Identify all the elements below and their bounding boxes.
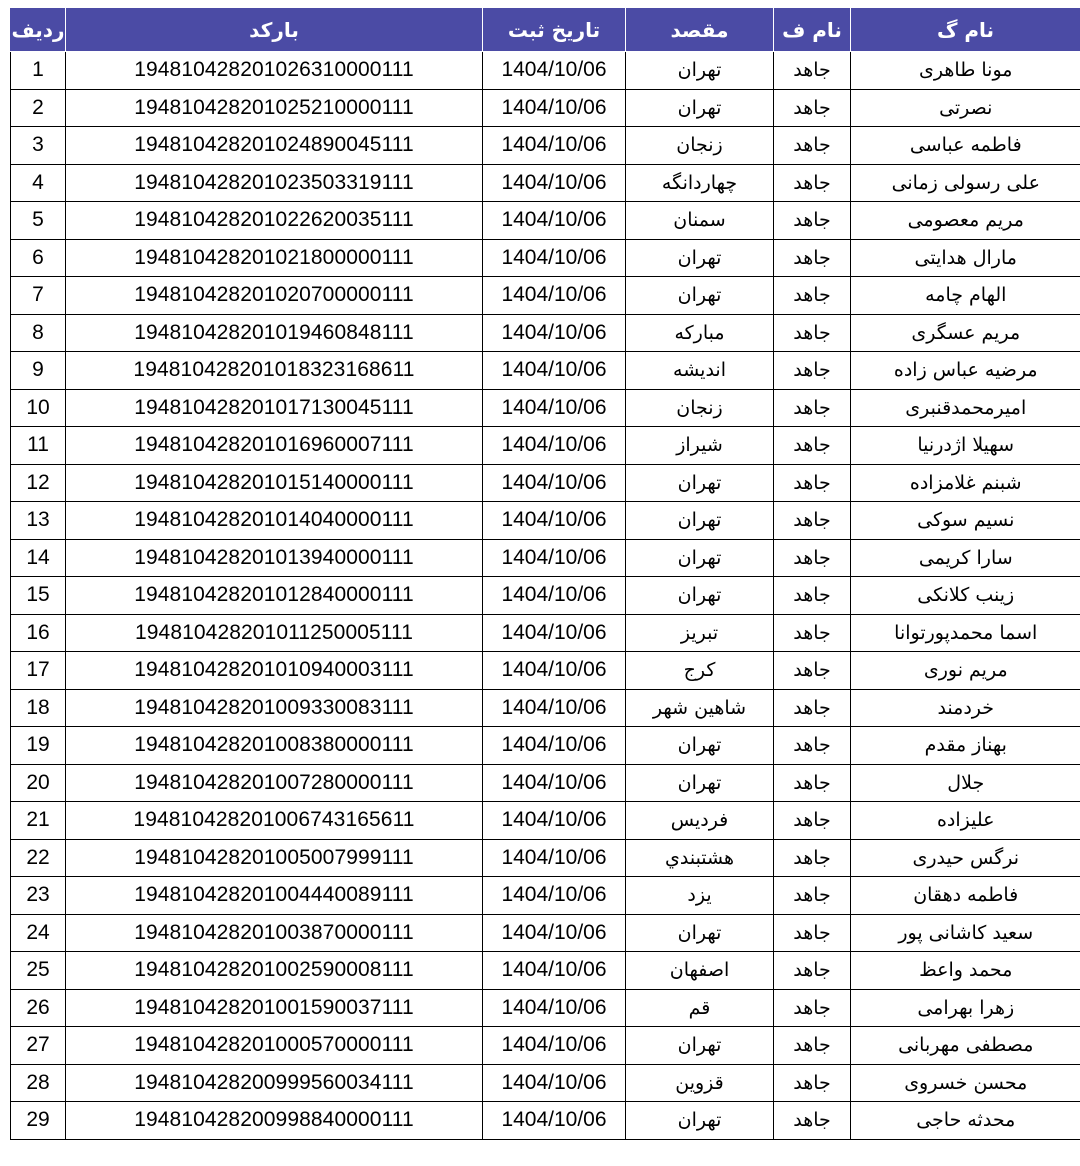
cell-destination[interactable]: قزوین (626, 1064, 774, 1102)
table-row (11, 389, 1080, 427)
cell-index[interactable]: 11 (11, 427, 66, 465)
cell-date[interactable]: 1404/10/06 (483, 314, 626, 352)
table-row (11, 464, 1080, 502)
cell-family[interactable]: جاهد (774, 839, 851, 877)
cell-name[interactable]: علیزاده (851, 802, 1080, 840)
cell-name[interactable]: مریم نوری (851, 652, 1080, 690)
cell-destination[interactable]: یزد (626, 877, 774, 915)
cell-index[interactable]: 13 (11, 502, 66, 540)
cell-index[interactable]: 3 (11, 127, 66, 165)
cell-name[interactable]: امیرمحمدقنبری (851, 389, 1080, 427)
cell-family[interactable]: جاهد (774, 652, 851, 690)
cell-date[interactable]: 1404/10/06 (483, 352, 626, 390)
cell-barcode[interactable]: 194810428201006743165611 (66, 802, 483, 840)
cell-family[interactable]: جاهد (774, 389, 851, 427)
cell-family[interactable]: جاهد (774, 502, 851, 540)
cell-barcode[interactable]: 194810428201024890045111 (66, 127, 483, 165)
table-row (11, 239, 1080, 277)
cell-destination[interactable]: تهران (626, 89, 774, 127)
cell-barcode[interactable]: 194810428201007280000111 (66, 764, 483, 802)
table-row (11, 1064, 1080, 1102)
cell-family[interactable]: جاهد (774, 239, 851, 277)
cell-destination[interactable]: تهران (626, 277, 774, 315)
cell-date[interactable]: 1404/10/06 (483, 127, 626, 165)
cell-family[interactable]: جاهد (774, 352, 851, 390)
cell-family[interactable]: جاهد (774, 127, 851, 165)
table-row (11, 539, 1080, 577)
cell-barcode[interactable]: 194810428201013940000111 (66, 539, 483, 577)
header-row (11, 9, 1080, 52)
cell-family[interactable]: جاهد (774, 614, 851, 652)
cell-index[interactable]: 1 (11, 52, 66, 90)
cell-barcode[interactable]: 194810428201011250005111 (66, 614, 483, 652)
cell-destination[interactable]: مبارکه (626, 314, 774, 352)
cell-date[interactable]: 1404/10/06 (483, 539, 626, 577)
cell-destination[interactable]: اندیشه (626, 352, 774, 390)
cell-index[interactable]: 14 (11, 539, 66, 577)
cell-family[interactable]: جاهد (774, 1102, 851, 1140)
table-row (11, 577, 1080, 615)
cell-destination[interactable]: فردیس (626, 802, 774, 840)
cell-destination[interactable]: تهران (626, 1102, 774, 1140)
cell-family[interactable]: جاهد (774, 202, 851, 240)
header-name[interactable]: نام گ (851, 9, 1080, 52)
cell-index[interactable]: 27 (11, 1027, 66, 1065)
cell-index[interactable]: 10 (11, 389, 66, 427)
cell-index[interactable]: 26 (11, 989, 66, 1027)
cell-index[interactable]: 6 (11, 239, 66, 277)
cell-date[interactable]: 1404/10/06 (483, 989, 626, 1027)
header-destination[interactable]: مقصد (626, 9, 774, 52)
cell-family[interactable]: جاهد (774, 277, 851, 315)
cell-date[interactable]: 1404/10/06 (483, 652, 626, 690)
table-row (11, 914, 1080, 952)
cell-destination[interactable]: تهران (626, 52, 774, 90)
cell-index[interactable]: 7 (11, 277, 66, 315)
cell-family[interactable]: جاهد (774, 877, 851, 915)
cell-destination[interactable]: تهران (626, 539, 774, 577)
table-row (11, 652, 1080, 690)
header-index[interactable]: ردیف (11, 9, 66, 52)
table-row (11, 1102, 1080, 1140)
table-row (11, 127, 1080, 165)
cell-index[interactable]: 18 (11, 689, 66, 727)
cell-index[interactable]: 23 (11, 877, 66, 915)
cell-name[interactable]: مونا طاهری (851, 52, 1080, 90)
cell-destination[interactable]: تهران (626, 502, 774, 540)
cell-barcode[interactable]: 194810428201017130045111 (66, 389, 483, 427)
cell-destination[interactable]: تهران (626, 464, 774, 502)
cell-name[interactable]: شبنم غلامزاده (851, 464, 1080, 502)
cell-index[interactable]: 25 (11, 952, 66, 990)
cell-index[interactable]: 16 (11, 614, 66, 652)
cell-name[interactable]: نسیم سوکی (851, 502, 1080, 540)
cell-date[interactable]: 1404/10/06 (483, 764, 626, 802)
cell-index[interactable]: 15 (11, 577, 66, 615)
cell-barcode[interactable]: 194810428201003870000111 (66, 914, 483, 952)
cell-barcode[interactable]: 194810428201002590008111 (66, 952, 483, 990)
cell-barcode[interactable]: 194810428201008380000111 (66, 727, 483, 765)
cell-date[interactable]: 1404/10/06 (483, 389, 626, 427)
cell-barcode[interactable]: 194810428200999560034111 (66, 1064, 483, 1102)
table-row (11, 352, 1080, 390)
cell-index[interactable]: 21 (11, 802, 66, 840)
cell-name[interactable]: مصطفی مهربانی (851, 1027, 1080, 1065)
cell-destination[interactable]: تهران (626, 1027, 774, 1065)
table-row (11, 877, 1080, 915)
cell-name[interactable]: بهناز مقدم (851, 727, 1080, 765)
cell-name[interactable]: محسن خسروی (851, 1064, 1080, 1102)
cell-name[interactable]: زهرا بهرامی (851, 989, 1080, 1027)
table-row (11, 502, 1080, 540)
cell-name[interactable]: محدثه حاجی (851, 1102, 1080, 1140)
cell-barcode[interactable]: 194810428201016960007111 (66, 427, 483, 465)
cell-barcode[interactable]: 194810428201004440089111 (66, 877, 483, 915)
cell-date[interactable]: 1404/10/06 (483, 952, 626, 990)
cell-family[interactable]: جاهد (774, 952, 851, 990)
cell-family[interactable]: جاهد (774, 314, 851, 352)
cell-index[interactable]: 9 (11, 352, 66, 390)
cell-destination[interactable]: زنجان (626, 389, 774, 427)
cell-name[interactable]: علی رسولی زمانی (851, 164, 1080, 202)
cell-name[interactable]: سعید کاشانی پور (851, 914, 1080, 952)
cell-index[interactable]: 2 (11, 89, 66, 127)
cell-barcode[interactable]: 194810428201023503319111 (66, 164, 483, 202)
cell-family[interactable]: جاهد (774, 427, 851, 465)
cell-date[interactable]: 1404/10/06 (483, 502, 626, 540)
table-row (11, 802, 1080, 840)
cell-barcode[interactable]: 194810428201014040000111 (66, 502, 483, 540)
cell-destination[interactable]: شاهین شهر (626, 689, 774, 727)
cell-name[interactable]: خردمند (851, 689, 1080, 727)
cell-destination[interactable]: سمنان (626, 202, 774, 240)
cell-index[interactable]: 17 (11, 652, 66, 690)
cell-barcode[interactable]: 194810428201026310000111 (66, 52, 483, 90)
cell-index[interactable]: 5 (11, 202, 66, 240)
table-row (11, 1027, 1080, 1065)
cell-destination[interactable]: تهران (626, 577, 774, 615)
cell-barcode[interactable]: 194810428201022620035111 (66, 202, 483, 240)
table-row (11, 52, 1080, 90)
cell-destination[interactable]: شیراز (626, 427, 774, 465)
cell-family[interactable]: جاهد (774, 539, 851, 577)
table-row (11, 689, 1080, 727)
table-row (11, 164, 1080, 202)
cell-destination[interactable]: اصفهان (626, 952, 774, 990)
cell-family[interactable]: جاهد (774, 1027, 851, 1065)
cell-destination[interactable]: کرج (626, 652, 774, 690)
cell-destination[interactable]: تبریز (626, 614, 774, 652)
cell-date[interactable]: 1404/10/06 (483, 1102, 626, 1140)
cell-name[interactable]: الهام چامه (851, 277, 1080, 315)
cell-family[interactable]: جاهد (774, 914, 851, 952)
cell-name[interactable]: زینب کلانکی (851, 577, 1080, 615)
cell-date[interactable]: 1404/10/06 (483, 464, 626, 502)
cell-barcode[interactable]: 194810428201010940003111 (66, 652, 483, 690)
cell-name[interactable]: مارال هدایتی (851, 239, 1080, 277)
cell-name[interactable]: سهیلا اژدرنیا (851, 427, 1080, 465)
cell-name[interactable]: نرگس حیدری (851, 839, 1080, 877)
cell-date[interactable]: 1404/10/06 (483, 427, 626, 465)
cell-index[interactable]: 19 (11, 727, 66, 765)
cell-index[interactable]: 24 (11, 914, 66, 952)
cell-date[interactable]: 1404/10/06 (483, 277, 626, 315)
cell-barcode[interactable]: 194810428201018323168611 (66, 352, 483, 390)
cell-barcode[interactable]: 194810428201001590037111 (66, 989, 483, 1027)
table-row (11, 427, 1080, 465)
cell-name[interactable]: محمد واعظ (851, 952, 1080, 990)
cell-barcode[interactable]: 194810428201025210000111 (66, 89, 483, 127)
cell-date[interactable]: 1404/10/06 (483, 239, 626, 277)
cell-barcode[interactable]: 194810428201021800000111 (66, 239, 483, 277)
table-row (11, 314, 1080, 352)
table-row (11, 989, 1080, 1027)
table-row (11, 614, 1080, 652)
cell-date[interactable]: 1404/10/06 (483, 914, 626, 952)
records-table (10, 8, 1080, 1140)
cell-destination[interactable]: زنجان (626, 127, 774, 165)
cell-index[interactable]: 22 (11, 839, 66, 877)
cell-family[interactable]: جاهد (774, 802, 851, 840)
cell-index[interactable]: 4 (11, 164, 66, 202)
cell-index[interactable]: 29 (11, 1102, 66, 1140)
table-row (11, 952, 1080, 990)
cell-barcode[interactable]: 194810428201019460848111 (66, 314, 483, 352)
cell-family[interactable]: جاهد (774, 764, 851, 802)
cell-family[interactable]: جاهد (774, 164, 851, 202)
cell-date[interactable]: 1404/10/06 (483, 877, 626, 915)
cell-date[interactable]: 1404/10/06 (483, 1027, 626, 1065)
table-header (11, 9, 1080, 52)
cell-index[interactable]: 20 (11, 764, 66, 802)
cell-date[interactable]: 1404/10/06 (483, 577, 626, 615)
cell-destination[interactable]: هشتبندي (626, 839, 774, 877)
cell-barcode[interactable]: 194810428201015140000111 (66, 464, 483, 502)
cell-date[interactable]: 1404/10/06 (483, 614, 626, 652)
cell-date[interactable]: 1404/10/06 (483, 802, 626, 840)
table-row (11, 277, 1080, 315)
cell-family[interactable]: جاهد (774, 577, 851, 615)
table-row (11, 89, 1080, 127)
cell-barcode[interactable]: 194810428201009330083111 (66, 689, 483, 727)
cell-name[interactable]: مرضیه عباس زاده (851, 352, 1080, 390)
cell-family[interactable]: جاهد (774, 1064, 851, 1102)
cell-barcode[interactable]: 194810428201000570000111 (66, 1027, 483, 1065)
cell-family[interactable]: جاهد (774, 464, 851, 502)
cell-name[interactable]: جلال (851, 764, 1080, 802)
cell-index[interactable]: 28 (11, 1064, 66, 1102)
cell-index[interactable]: 8 (11, 314, 66, 352)
header-date[interactable]: تاریخ ثبت (483, 9, 626, 52)
cell-name[interactable]: فاطمه عباسی (851, 127, 1080, 165)
cell-family[interactable]: جاهد (774, 989, 851, 1027)
cell-family[interactable]: جاهد (774, 727, 851, 765)
cell-family[interactable]: جاهد (774, 52, 851, 90)
cell-family[interactable]: جاهد (774, 689, 851, 727)
cell-name[interactable]: نصرتی (851, 89, 1080, 127)
cell-date[interactable]: 1404/10/06 (483, 52, 626, 90)
cell-date[interactable]: 1404/10/06 (483, 164, 626, 202)
cell-name[interactable]: فاطمه دهقان (851, 877, 1080, 915)
cell-date[interactable]: 1404/10/06 (483, 689, 626, 727)
table-row (11, 764, 1080, 802)
header-barcode[interactable]: بارکد (66, 9, 483, 52)
cell-destination[interactable]: تهران (626, 727, 774, 765)
cell-destination[interactable]: تهران (626, 764, 774, 802)
table-row (11, 839, 1080, 877)
table-body (11, 52, 1080, 1140)
spreadsheet-table-container (10, 8, 1080, 1140)
cell-date[interactable]: 1404/10/06 (483, 1064, 626, 1102)
cell-barcode[interactable]: 194810428201005007999111 (66, 839, 483, 877)
cell-name[interactable]: اسما محمدپورتوانا (851, 614, 1080, 652)
cell-barcode[interactable]: 194810428201020700000111 (66, 277, 483, 315)
cell-barcode[interactable]: 194810428201012840000111 (66, 577, 483, 615)
cell-date[interactable]: 1404/10/06 (483, 839, 626, 877)
cell-date[interactable]: 1404/10/06 (483, 89, 626, 127)
cell-destination[interactable]: تهران (626, 914, 774, 952)
cell-name[interactable]: سارا کریمی (851, 539, 1080, 577)
cell-destination[interactable]: تهران (626, 239, 774, 277)
table-row (11, 727, 1080, 765)
cell-index[interactable]: 12 (11, 464, 66, 502)
table-row (11, 202, 1080, 240)
cell-name[interactable]: مریم معصومی (851, 202, 1080, 240)
cell-destination[interactable]: قم (626, 989, 774, 1027)
cell-destination[interactable]: چهاردانگه (626, 164, 774, 202)
cell-name[interactable]: مریم عسگری (851, 314, 1080, 352)
cell-date[interactable]: 1404/10/06 (483, 727, 626, 765)
cell-family[interactable]: جاهد (774, 89, 851, 127)
header-family[interactable]: نام ف (774, 9, 851, 52)
cell-date[interactable]: 1404/10/06 (483, 202, 626, 240)
cell-barcode[interactable]: 194810428200998840000111 (66, 1102, 483, 1140)
